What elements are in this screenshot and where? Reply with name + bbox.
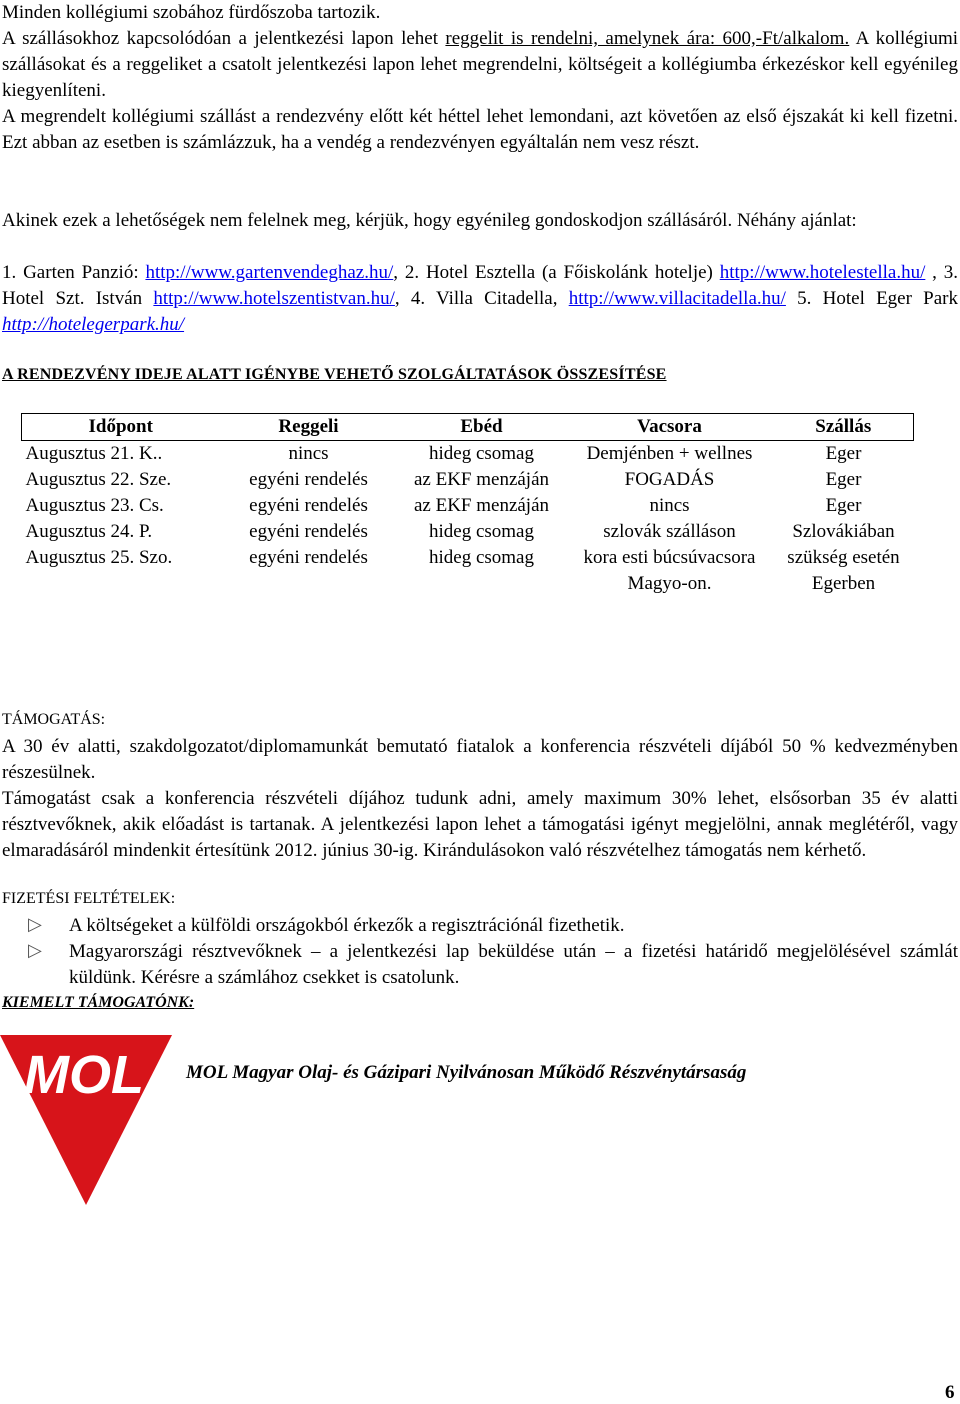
offer-4-label: , 4. Villa Citadella, [394, 288, 569, 309]
cell-breakfast: egyéni rendelés [249, 469, 368, 490]
cell-lunch: az EKF menzáján [413, 469, 550, 490]
services-table [21, 413, 914, 597]
cell-accommodation: szükség esetén Egerben [787, 547, 900, 594]
table-row [22, 441, 914, 468]
header-dinner: Vacsora [566, 414, 774, 441]
cell-accommodation: Eger [825, 443, 862, 464]
sponsor-name: MOL Magyar Olaj- és Gázipari Nyilvánosan Működő Részvénytársaság [186, 1062, 747, 1083]
support-text-2: Támogatást csak a konferencia részvételi díjához tudunk adni, amely maximum 30% lehet, elsősorban 35 év alatti résztvevőknek, akik előadást is tartanak. A jelentkezési lapon lehet a támogatási igényt megjelölni, annak meglétéről, vagy elmaradásáról mindenkit értesítünk 2012. június 30-ig. Kirándulásokon való részvételhez támogatás nem kérhető. [2, 788, 958, 861]
cell-dinner: FOGADÁS [624, 469, 715, 490]
breakfast-price: reggelit is rendelni, amelynek ára: 600,-Ft/alkalom. [445, 28, 850, 49]
cell-accommodation: Szlovákiában [792, 521, 895, 542]
payment-item-2: Magyarországi résztvevőknek – a jelentkezési lap beküldése után – a fizetési határidő megjelölésével számlát küldünk. Kérésre a számlához csekket is csatolunk. [69, 941, 958, 988]
cell-dinner: Demjénben + wellnes [586, 443, 753, 464]
intro-bathroom: Minden kollégiumi szobához fürdőszoba tartozik. [2, 2, 381, 23]
offer-5-link[interactable]: http://hotelegerpark.hu/ [2, 314, 185, 335]
cell-date: Augusztus 22. Sze. [25, 469, 172, 490]
table-row [22, 545, 914, 597]
mol-logo [0, 1035, 172, 1205]
cell-breakfast: egyéni rendelés [249, 521, 368, 542]
offer-2-label: , 2. Hotel Esztella (a Főiskolánk hotelje) [393, 262, 720, 283]
table-header-row [22, 414, 914, 441]
cell-lunch: hideg csomag [428, 547, 534, 568]
page-number: 6 [945, 1382, 955, 1403]
cell-date: Augusztus 25. Szo. [25, 547, 173, 568]
cancellation-text: A megrendelt kollégiumi szállást a rendezvény előtt két héttel lehet lemondani, azt követően az első éjszakát ki kell fizetni. Ezt abban az esetben is számlázzuk, ha a vendég a rendezvényen egyáltalán nem vesz részt. [2, 106, 958, 153]
offer-1-label: 1. Garten Panzió: [2, 262, 146, 283]
support-text-1: A 30 év alatti, szakdolgozatot/diplomamunkát bemutató fiatalok a konferencia részvételi díjából 50 % kedvezményben részesülnek. [2, 736, 958, 783]
services-heading: A RENDEZVÉNY IDEJE ALATT IGÉNYBE VEHETŐ SZOLGÁLTATÁSOK ÖSSZESÍTÉSE [2, 366, 667, 383]
hotel-offers [2, 260, 958, 338]
arrow-bullet-icon: ▷ [28, 914, 42, 934]
mol-logo-text: MOL [24, 1045, 144, 1105]
header-accommodation: Szállás [774, 414, 914, 441]
table-row [22, 493, 914, 519]
offer-3-link[interactable]: http://www.hotelszentistvan.hu/ [153, 288, 395, 309]
header-breakfast: Reggeli [220, 414, 398, 441]
cell-dinner: szlovák szálláson [603, 521, 736, 542]
cell-dinner: kora esti búcsúvacsora Magyo-on. [583, 547, 756, 594]
breakfast-order-text: A kollégiumi szállásokat és a reggeliket a csatolt jelentkezési lapon lehet megrendelni, költségeit a kollégiumba érkezéskor kell egyénileg kiegyenlíteni. [2, 28, 959, 101]
intro-breakfast [2, 26, 958, 104]
cell-lunch: az EKF menzáján [413, 495, 550, 516]
header-lunch: Ebéd [398, 414, 566, 441]
cell-breakfast: egyéni rendelés [249, 547, 368, 568]
table-row [22, 467, 914, 493]
sponsor-label: KIEMELT TÁMOGATÓNK: [2, 994, 195, 1011]
arrow-bullet-icon: ▷ [28, 940, 42, 960]
cell-date: Augusztus 24. P. [25, 521, 153, 542]
offer-1-link[interactable]: http://www.gartenvendeghaz.hu/ [145, 262, 394, 283]
cell-breakfast: egyéni rendelés [249, 495, 368, 516]
cell-breakfast: nincs [288, 443, 329, 464]
breakfast-text: A szállásokhoz kapcsolódóan a jelentkezési lapon lehet [2, 28, 446, 49]
offer-2-link[interactable]: http://www.hotelestella.hu/ [719, 262, 926, 283]
offer-4-link[interactable]: http://www.villacitadella.hu/ [568, 288, 786, 309]
table-row [22, 519, 914, 545]
cell-lunch: hideg csomag [428, 443, 534, 464]
payment-label: FIZETÉSI FELTÉTELEK: [2, 890, 176, 907]
cell-accommodation: Eger [825, 495, 862, 516]
payment-item-1: A költségeket a külföldi országokból érkezők a regisztrációnál fizethetik. [69, 915, 625, 936]
cell-accommodation: Eger [825, 469, 862, 490]
header-time: Időpont [22, 414, 220, 441]
offer-5-label: 5. Hotel Eger Park [785, 288, 959, 309]
cell-dinner: nincs [649, 495, 690, 516]
offer-3-label: , 3. Hotel Szt. István [2, 262, 959, 309]
cell-date: Augusztus 23. Cs. [25, 495, 164, 516]
offers-intro: Akinek ezek a lehetőségek nem felelnek meg, kérjük, hogy egyénileg gondoskodjon szállásáról. Néhány ajánlat: [2, 210, 857, 231]
cell-date: Augusztus 21. K.. [25, 443, 163, 464]
support-label: TÁMOGATÁS: [2, 711, 106, 728]
cell-lunch: hideg csomag [428, 521, 534, 542]
